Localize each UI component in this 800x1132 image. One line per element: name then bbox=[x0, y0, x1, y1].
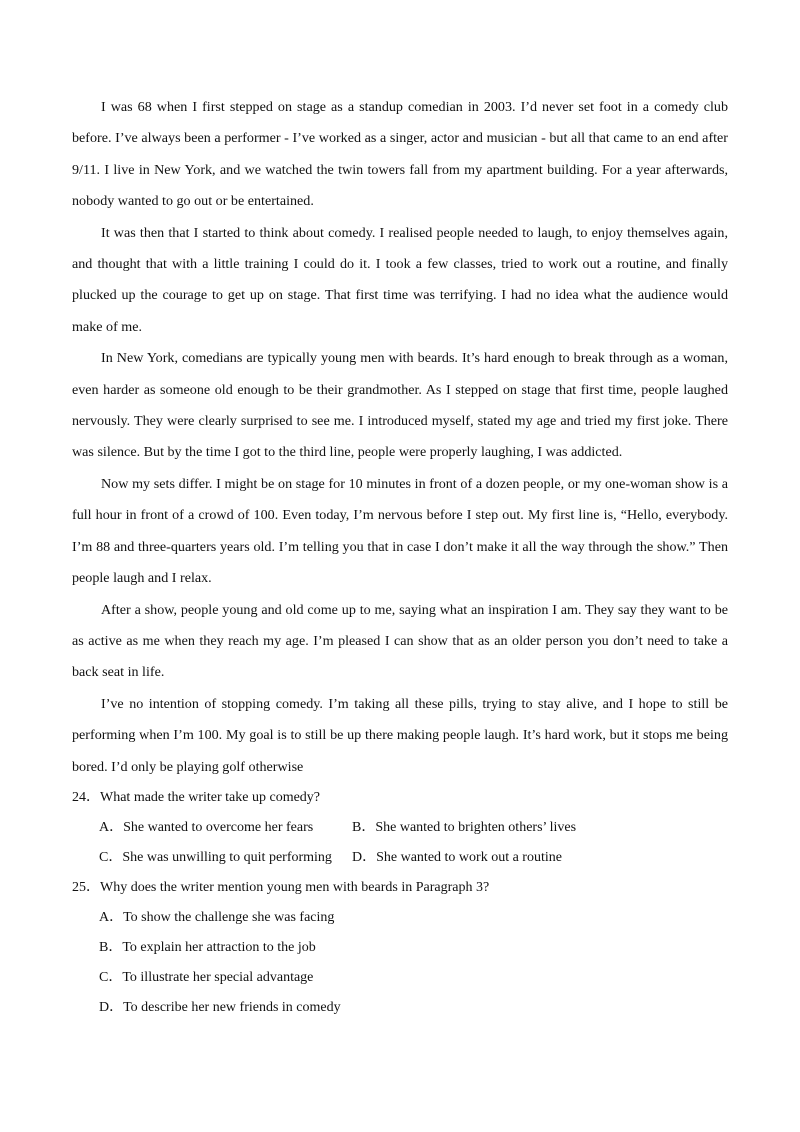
passage-paragraph-2: It was then that I started to think about comedy. I realised people needed to laugh, to enjoy themselves again, and thought that with a little training I could do it. I took a few classes, tried to work out a routine, and finally plucked up the courage to get up on stage. That first time was terrifying. I had no idea what the audience would make of me. bbox=[72, 224, 728, 335]
passage-paragraph-1: I was 68 when I first stepped on stage as a standup comedian in 2003. I’d never set foot in a comedy club before. I’ve always been a performer - I’ve worked as a singer, actor and musician - but all that came to an end after 9/11. I live in New York, and we watched the twin towers fall from my apartment building. For a year afterwards, nobody wanted to go out or be entertained. bbox=[72, 99, 728, 210]
option-c: C．She was unwilling to quit performing bbox=[99, 849, 332, 865]
option-a: A．She wanted to overcome her fears bbox=[99, 819, 314, 835]
option-b: B．She wanted to brighten others’ lives bbox=[352, 819, 577, 835]
option-a: A．To show the challenge she was facing bbox=[99, 909, 335, 925]
option-d: D．To describe her new friends in comedy bbox=[99, 999, 341, 1015]
question-25 bbox=[72, 873, 728, 1023]
option-d: D．She wanted to work out a routine bbox=[352, 849, 562, 865]
document-page bbox=[72, 92, 728, 1023]
option-c: C．To illustrate her special advantage bbox=[99, 969, 314, 985]
passage-paragraph-3: In New York, comedians are typically young men with beards. It’s hard enough to break through as a woman, even harder as someone old enough to be their grandmother. As I stepped on stage that first time, people laughed nervously. They were clearly surprised to see me. I introduced myself, stated my age and tried my first joke. There was silence. But by the time I got to the third line, people were properly laughing, I was addicted. bbox=[72, 350, 728, 461]
reading-passage bbox=[72, 92, 728, 783]
question-stem: 24．What made the writer take up comedy? bbox=[72, 789, 321, 805]
passage-paragraph-5: After a show, people young and old come up to me, saying what an inspiration I am. They say they want to be as active as me when they reach my age. I’m pleased I can show that as an older person you don’t need to take a back seat in life. bbox=[72, 601, 728, 681]
option-row bbox=[72, 843, 728, 873]
passage-paragraph-6: I’ve no intention of stopping comedy. I’m taking all these pills, trying to stay alive, and I hope to still be performing when I’m 100. My goal is to still be up there making people laugh. It’s hard work, but it stops me being bored. I’d only be playing golf otherwise bbox=[72, 695, 728, 775]
passage-paragraph-4: Now my sets differ. I might be on stage for 10 minutes in front of a dozen people, or my one-woman show is a full hour in front of a crowd of 100. Even today, I’m nervous before I step out. My first line is, “Hello, everybody. I’m 88 and three-quarters years old. I’m telling you that in case I don’t make it all the way through the show.” Then people laugh and I relax. bbox=[72, 475, 728, 587]
option-b: B．To explain her attraction to the job bbox=[99, 939, 316, 955]
question-24 bbox=[72, 783, 728, 873]
option-row bbox=[72, 813, 728, 843]
question-stem: 25．Why does the writer mention young men with beards in Paragraph 3? bbox=[72, 879, 490, 895]
